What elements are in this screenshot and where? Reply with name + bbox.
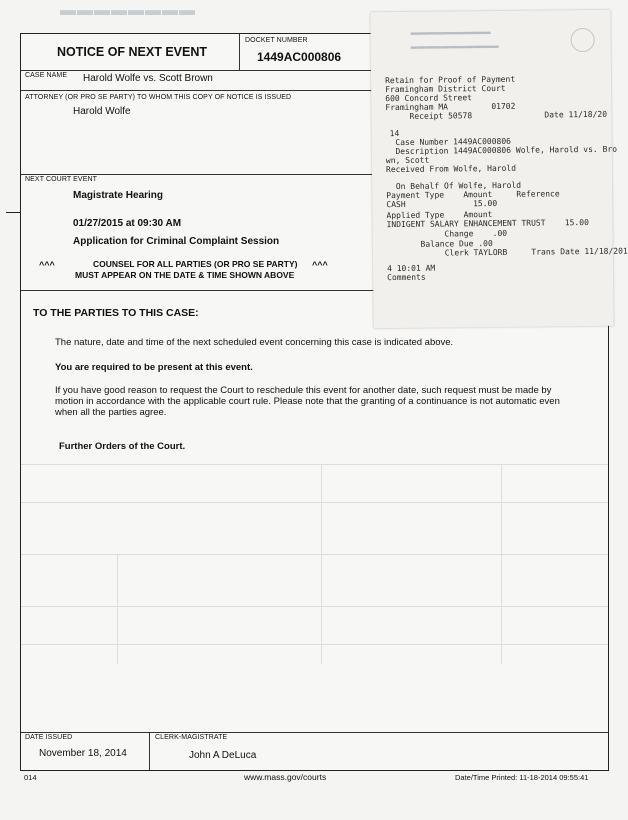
receipt-line-10: Received From Wolfe, Harold xyxy=(385,163,517,175)
event-datetime: 01/27/2015 at 09:30 AM xyxy=(73,218,182,229)
counsel-notice-line-1: COUNSEL FOR ALL PARTIES (OR PRO SE PARTY) xyxy=(93,259,298,269)
receipt-line-2: Framingham District Court xyxy=(385,83,506,95)
body-paragraph-2: You are required to be present at this event. xyxy=(55,362,253,373)
receipt-line-1: Retain for Proof of Payment xyxy=(385,74,516,86)
receipt-line-13: CASH 15.00 xyxy=(386,198,498,210)
body-paragraph-3-line-3: when all the parties agree. xyxy=(55,407,167,418)
next-court-event-label: NEXT COURT EVENT xyxy=(25,176,98,183)
margin-tick xyxy=(6,212,20,213)
case-name: Harold Wolfe vs. Scott Brown xyxy=(83,73,213,84)
body-paragraph-1: The nature, date and time of the next scheduled event concerning this case is indicated above. xyxy=(55,337,454,348)
counsel-arrows-left: ^^^ xyxy=(39,260,55,270)
clerk-magistrate-label: CLERK-MAGISTRATE xyxy=(155,734,228,741)
body-paragraph-3-line-1: If you have good reason to request the Court to reschedule this event for another date, such request must be made by xyxy=(55,385,552,396)
receipt-line-17: Balance Due .00 xyxy=(386,238,493,250)
receipt-bleed-header: ▬▬▬▬▬▬▬▬▬▬ xyxy=(410,27,491,37)
payment-receipt xyxy=(370,10,628,328)
clerk-magistrate-name: John A DeLuca xyxy=(189,750,257,761)
date-issued-label: DATE ISSUED xyxy=(25,734,73,741)
docket-number: 1449AC000806 xyxy=(257,50,342,64)
receipt-line-8: Description 1449AC000806 Wolfe, Harold vs. Bro xyxy=(385,144,618,157)
courts-url: www.mass.gov/courts xyxy=(244,772,327,782)
receipt-line-4: Framingham MA 01702 xyxy=(385,101,516,113)
date-time-printed: Date/Time Printed: 11-18-2014 09:55:41 xyxy=(455,773,589,782)
receipt-line-19: 4 10:01 AM xyxy=(386,263,436,274)
event-type: Magistrate Hearing xyxy=(73,190,164,201)
event-description: Application for Criminal Complaint Session xyxy=(73,236,280,247)
receipt-line-3: 600 Concord Street xyxy=(385,93,473,104)
receipt-line-5: Receipt 50578 Date 11/18/20 xyxy=(385,109,608,122)
receipt-line-9: wn, Scott xyxy=(385,155,430,166)
receipt-line-6: 14 xyxy=(389,128,400,139)
attorney-name: Harold Wolfe xyxy=(73,106,131,117)
further-orders: Further Orders of the Court. xyxy=(59,441,186,452)
seal-icon xyxy=(571,28,595,52)
receipt-line-16: Change .00 xyxy=(386,228,508,240)
bleed-through-marks: ▬▬▬▬▬▬▬▬ xyxy=(60,2,196,19)
receipt-bleed-subheader: ▬▬▬▬▬▬▬▬▬▬▬ xyxy=(410,40,499,51)
date-issued: November 18, 2014 xyxy=(39,748,127,759)
receipt-line-14: Applied Type Amount xyxy=(386,209,493,221)
receipt-line-12: Payment Type Amount Reference xyxy=(386,189,560,201)
counsel-arrows-right: ^^^ xyxy=(312,260,328,270)
bleed-through-grid xyxy=(21,464,608,664)
receipt-line-20: Comments xyxy=(387,272,426,283)
body-heading: TO THE PARTIES TO THIS CASE: xyxy=(33,307,199,319)
counsel-notice-line-2: MUST APPEAR ON THE DATE & TIME SHOWN ABOVE xyxy=(75,270,295,280)
attorney-label: ATTORNEY (OR PRO SE PARTY) TO WHOM THIS COPY OF NOTICE IS ISSUED xyxy=(25,94,292,101)
receipt-line-7: Case Number 1449AC000806 xyxy=(385,136,511,148)
receipt-line-15: INDIGENT SALARY ENHANCEMENT TRUST 15.00 xyxy=(386,217,589,230)
form-number: 014 xyxy=(24,773,37,782)
docket-number-label: DOCKET NUMBER xyxy=(245,37,308,44)
notice-title: NOTICE OF NEXT EVENT xyxy=(57,45,208,59)
body-paragraph-3-line-2: motion in accordance with the applicable court rule. Please note that the granting of a continuance is not automatic even xyxy=(55,396,560,407)
case-name-label: CASE NAME xyxy=(25,72,68,79)
receipt-line-11: On Behalf Of Wolfe, Harold xyxy=(386,180,522,192)
receipt-line-18: Clerk TAYLORB Trans Date 11/18/201 xyxy=(386,246,628,259)
